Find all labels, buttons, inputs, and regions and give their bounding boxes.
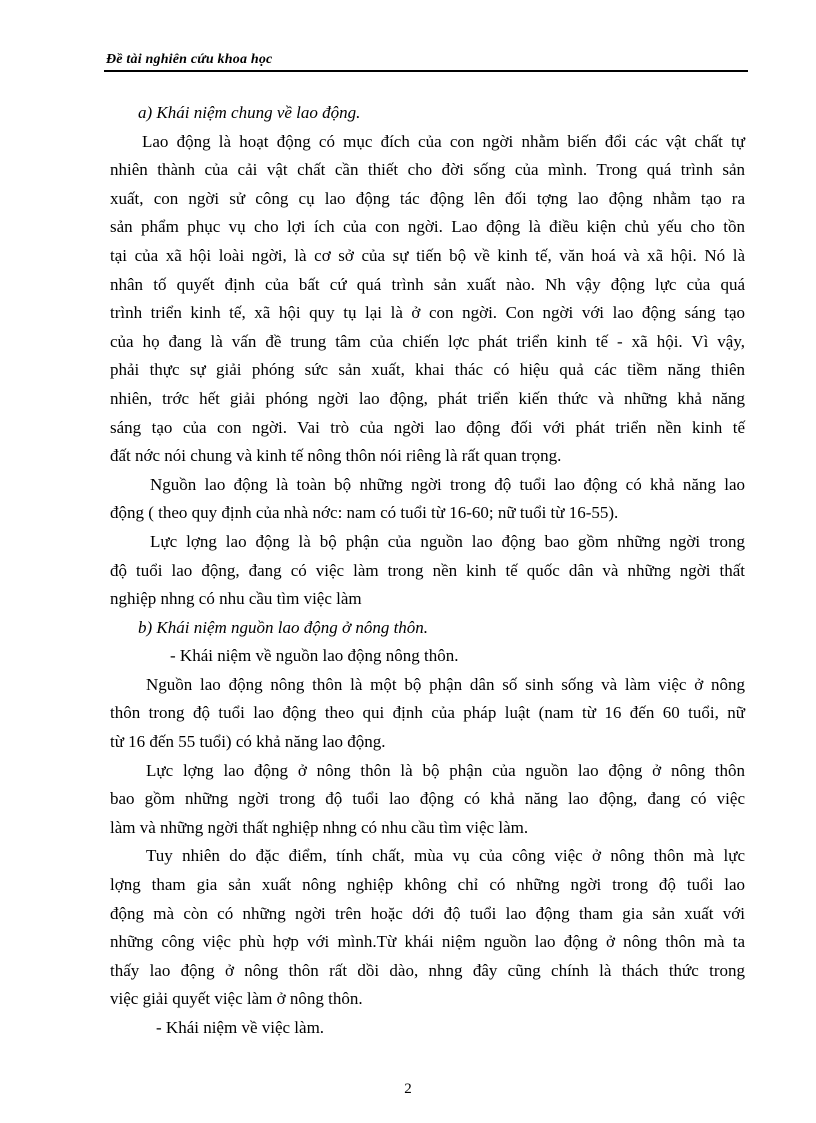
text-line: Lao động là hoạt động có mục đích của con ngời nhằm biến đổi các vật chất tự: [142, 131, 745, 151]
paragraph-rural-characteristics: [110, 842, 745, 1014]
document-body: [110, 99, 745, 1043]
text-line: nhiên thành của cải vật chất cần thiết cho đời sống của mình. Trong quá trình sản: [110, 160, 745, 180]
text-line: lợng tham gia sản xuất nông nghiệp không chỉ có những ngời trong độ tuổi lao: [110, 875, 745, 895]
text-line: Nguồn lao động là toàn bộ những ngời trong độ tuổi lao động có khả năng lao: [150, 474, 745, 494]
text-line: Tuy nhiên do đặc điểm, tính chất, mùa vụ của công việc ở nông thôn mà lực: [146, 846, 745, 866]
text-line: những công việc phù hợp với mình.Từ khái niệm nguồn lao động ở nông thôn mà ta: [110, 932, 745, 952]
paragraph-rural-labor-source: [110, 671, 745, 757]
text-line: độ tuổi lao động, đang có việc làm trong nền kinh tế quốc dân và những ngời thất: [110, 560, 745, 580]
text-line: của họ đang là vấn đề trung tâm của chiến lợc phát triển kinh tế - xã hội. Vì vậy,: [110, 331, 745, 351]
text-line: nhiên, trớc hết giải phóng ngời lao động, phát triển kiến thức và những khả năng: [110, 388, 745, 408]
text-line: Lực lợng lao động là bộ phận của nguồn lao động bao gồm những ngời trong: [150, 531, 745, 551]
page-number: 2: [404, 1081, 412, 1097]
text-line: bao gồm những ngời trong độ tuổi lao động có khả năng lao động, đang có việc: [110, 789, 745, 809]
section-b-heading: b) Khái niệm nguồn lao động ở nông thôn.: [138, 617, 429, 637]
paragraph-labor-concept: [110, 128, 745, 471]
text-line: đất nớc nói chung và kinh tế nông thôn nói riêng là rất quan trọng.: [110, 446, 562, 466]
paragraph-rural-labor-force: [110, 757, 745, 843]
text-line: Lực lợng lao động ở nông thôn là bộ phận của nguồn lao động ở nông thôn: [146, 760, 745, 780]
text-line: việc giải quyết việc làm ở nông thôn.: [110, 989, 363, 1009]
text-line: Nguồn lao động nông thôn là một bộ phận dân số sinh sống và làm việc ở nông: [146, 674, 745, 694]
text-line: thôn trong độ tuổi lao động theo qui định của pháp luật (nam từ 16 đến 60 tuổi, nữ: [110, 703, 745, 723]
text-line: phải thực sự giải phóng sức sản xuất, khai thác có hiệu quả các tiềm năng thiên: [110, 360, 745, 380]
text-line: sáng tạo của con ngời. Vai trò của ngời lao động đối với phát triển nền kinh tế: [110, 417, 745, 437]
text-line: nghiệp nhng có nhu cầu tìm việc làm: [110, 589, 362, 609]
text-line: động mà còn có những ngời trên hoặc dới độ tuổi lao động tham gia sản xuất với: [110, 903, 745, 923]
paragraph-labor-source: [110, 471, 745, 528]
subheading-rural-labor-source: - Khái niệm về nguồn lao động nông thôn.: [170, 646, 459, 666]
subheading-employment: - Khái niệm về việc làm.: [156, 1018, 325, 1037]
text-line: trình triển kinh tế, xã hội quy tụ lại là ở con ngời. Con ngời với lao động sáng tạo: [110, 303, 745, 323]
text-line: xuất, con ngời sử công cụ lao động tác động lên đối tợng lao động nhằm tạo ra: [110, 188, 745, 208]
page-header: [104, 50, 748, 72]
section-a-heading: a) Khái niệm chung về lao động.: [138, 103, 361, 122]
text-line: nhân tố quyết định của bất cứ quá trình sản xuất nào. Nh vậy động lực của quá: [110, 274, 745, 294]
text-line: từ 16 đến 55 tuổi) có khả năng lao động.: [110, 732, 386, 752]
text-line: động ( theo quy định của nhà nớc: nam có tuổi từ 16-60; nữ tuổi từ 16-55).: [110, 503, 619, 523]
text-line: làm và những ngời thất nghiệp nhng có nhu cầu tìm việc làm.: [110, 817, 529, 837]
paragraph-labor-force: [110, 528, 745, 614]
text-line: tại của xã hội loài ngời, là cơ sở của sự tiến bộ về kinh tế, văn hoá và xã hội. Nó là: [110, 245, 745, 265]
text-line: thấy lao động ở nông thôn rất dồi dào, nhng đây cũng chính là thách thức trong: [110, 960, 745, 980]
header-title: Đề tài nghiên cứu khoa học: [106, 52, 273, 67]
text-line: sản phẩm phục vụ cho lợi ích của con ngời. Lao động là điều kiện chủ yếu cho tồn: [110, 217, 745, 237]
